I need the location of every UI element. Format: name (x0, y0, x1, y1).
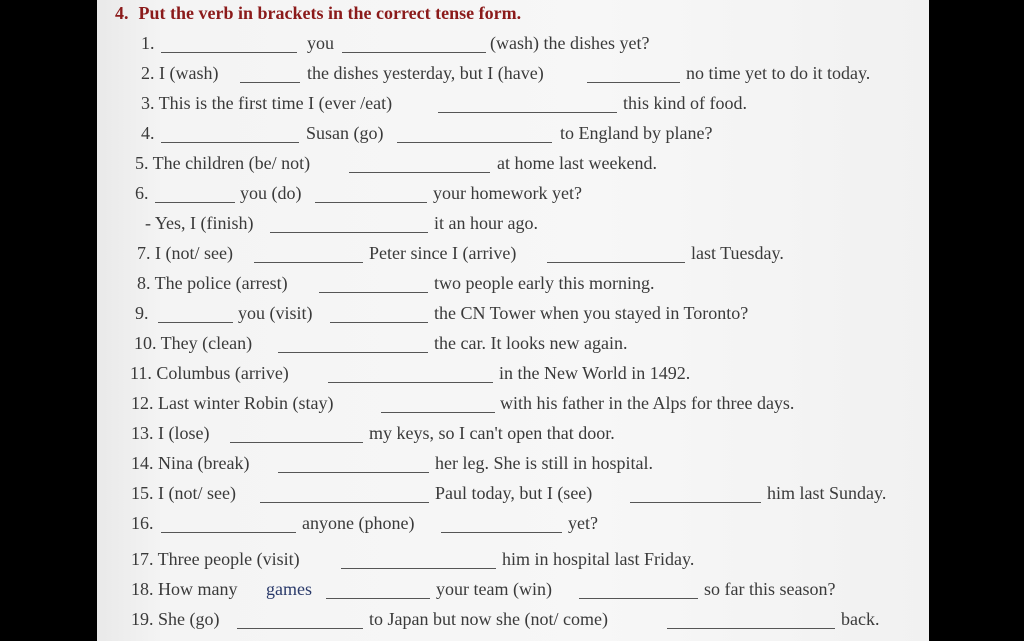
exercise-text: 17. Three people (visit) (131, 549, 300, 569)
answer-blank[interactable] (155, 202, 235, 203)
answer-blank[interactable] (579, 598, 698, 599)
exercise-text: him in hospital last Friday. (502, 549, 695, 569)
exercise-text: 13. I (lose) (131, 423, 210, 443)
answer-blank[interactable] (254, 262, 363, 263)
exercise-text: this kind of food. (623, 93, 747, 113)
answer-blank[interactable] (326, 598, 430, 599)
exercise-item (97, 387, 929, 417)
exercise-text: 18. How many (131, 579, 238, 599)
exercise-item (97, 147, 929, 177)
answer-blank[interactable] (342, 52, 486, 53)
exercise-item (97, 573, 929, 603)
exercise-item (97, 357, 929, 387)
answer-blank[interactable] (158, 322, 233, 323)
exercise-text: to England by plane? (560, 123, 713, 143)
answer-blank[interactable] (397, 142, 552, 143)
worksheet-page (97, 0, 929, 641)
exercise-text: it an hour ago. (434, 213, 538, 233)
exercise-item (97, 57, 929, 87)
exercise-text: 4. (141, 123, 155, 143)
exercise-item (97, 327, 929, 357)
exercise-text: Paul today, but I (see) (435, 483, 593, 503)
exercise-text: 14. Nina (break) (131, 453, 250, 473)
exercise-text: the CN Tower when you stayed in Toronto? (434, 303, 749, 323)
exercise-text: 10. They (clean) (134, 333, 253, 353)
exercise-text: 6. (135, 183, 149, 203)
exercise-text: you (do) (240, 183, 302, 203)
answer-blank[interactable] (237, 628, 363, 629)
answer-blank[interactable] (230, 442, 363, 443)
exercise-item (97, 267, 929, 297)
exercise-text: her leg. She is still in hospital. (435, 453, 653, 473)
exercise-text: so far this season? (704, 579, 836, 599)
exercise-text: you (visit) (238, 303, 313, 323)
exercise-text: my keys, so I can't open that door. (369, 423, 615, 443)
exercise-number: 4. (115, 3, 129, 23)
exercise-text: 3. This is the first time I (ever /eat) (141, 93, 393, 113)
exercise-text: (wash) the dishes yet? (490, 33, 650, 53)
exercise-text: your homework yet? (433, 183, 582, 203)
exercise-text: with his father in the Alps for three days. (500, 393, 795, 413)
answer-blank[interactable] (330, 322, 428, 323)
answer-blank[interactable] (441, 532, 562, 533)
exercise-item (97, 417, 929, 447)
answer-blank[interactable] (278, 472, 429, 473)
exercise-text: the car. It looks new again. (434, 333, 628, 353)
exercise-text: 8. The police (arrest) (137, 273, 288, 293)
exercise-instruction: Put the verb in brackets in the correct tense form. (138, 3, 522, 23)
answer-blank[interactable] (381, 412, 495, 413)
answer-blank[interactable] (319, 292, 428, 293)
exercise-text: in the New World in 1492. (499, 363, 691, 383)
answer-blank[interactable] (341, 568, 496, 569)
exercise-item (97, 87, 929, 117)
exercise-item (97, 543, 929, 573)
exercise-text: 7. I (not/ see) (137, 243, 233, 263)
answer-blank[interactable] (438, 112, 617, 113)
exercise-item (97, 447, 929, 477)
exercise-text: 16. (131, 513, 154, 533)
answer-blank[interactable] (587, 82, 680, 83)
exercise-text: yet? (568, 513, 598, 533)
answer-blank[interactable] (328, 382, 493, 383)
answer-blank[interactable] (161, 52, 297, 53)
exercise-text: games (266, 579, 312, 599)
answer-blank[interactable] (547, 262, 685, 263)
exercise-text: you (307, 33, 334, 53)
answer-blank[interactable] (260, 502, 429, 503)
exercise-text: last Tuesday. (691, 243, 784, 263)
answer-blank[interactable] (349, 172, 490, 173)
exercise-text: 9. (135, 303, 149, 323)
exercise-item (97, 237, 929, 267)
exercise-item (97, 507, 929, 537)
exercise-text: Susan (go) (306, 123, 384, 143)
answer-blank[interactable] (161, 142, 299, 143)
exercise-text: 5. The children (be/ not) (135, 153, 311, 173)
exercise-text: to Japan but now she (not/ come) (369, 609, 608, 629)
answer-blank[interactable] (161, 532, 296, 533)
exercise-text: him last Sunday. (767, 483, 887, 503)
exercise-text: - Yes, I (finish) (145, 213, 254, 233)
exercise-item (97, 297, 929, 327)
exercise-text: 19. She (go) (131, 609, 220, 629)
exercise-text: 12. Last winter Robin (stay) (131, 393, 334, 413)
exercise-item (97, 177, 929, 207)
answer-blank[interactable] (630, 502, 761, 503)
exercise-item (97, 27, 929, 57)
exercise-text: 11. Columbus (arrive) (130, 363, 289, 383)
exercise-text: 1. (141, 33, 155, 53)
exercise-text: at home last weekend. (497, 153, 657, 173)
exercise-item (97, 207, 929, 237)
answer-blank[interactable] (315, 202, 427, 203)
exercise-text: anyone (phone) (302, 513, 415, 533)
answer-blank[interactable] (667, 628, 835, 629)
exercise-text: the dishes yesterday, but I (have) (307, 63, 544, 83)
exercise-item (97, 603, 929, 633)
exercise-text: 15. I (not/ see) (131, 483, 236, 503)
exercise-item (97, 117, 929, 147)
answer-blank[interactable] (270, 232, 428, 233)
exercise-text: no time yet to do it today. (686, 63, 871, 83)
answer-blank[interactable] (240, 82, 300, 83)
exercise-text: Peter since I (arrive) (369, 243, 517, 263)
exercise-text: two people early this morning. (434, 273, 655, 293)
exercise-text: your team (win) (436, 579, 552, 599)
answer-blank[interactable] (278, 352, 428, 353)
exercise-title (115, 3, 521, 24)
exercise-text: 2. I (wash) (141, 63, 219, 83)
exercise-text: back. (841, 609, 880, 629)
exercise-item (97, 477, 929, 507)
